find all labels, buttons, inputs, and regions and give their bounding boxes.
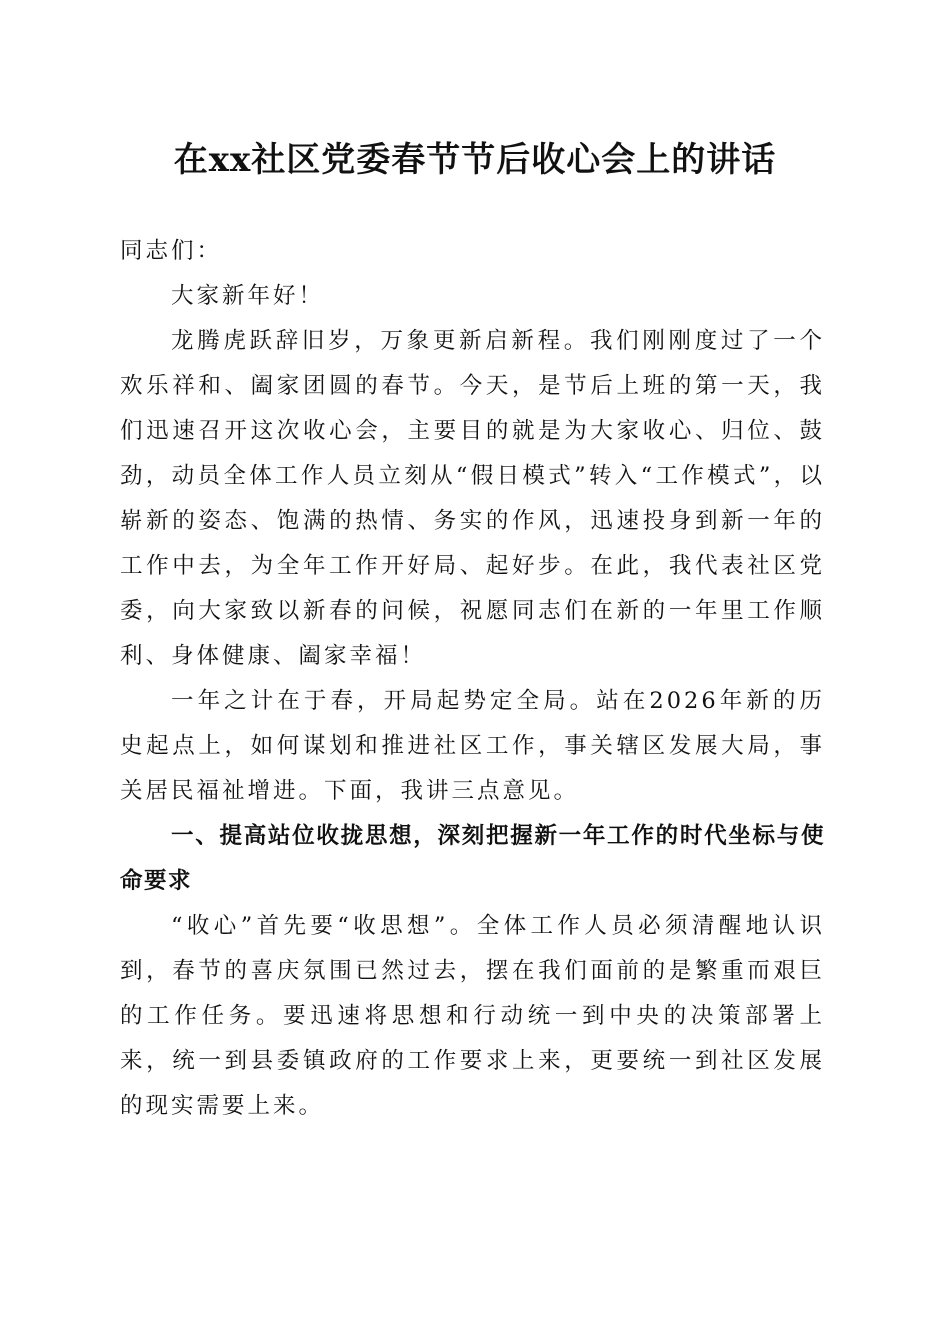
document-body — [120, 229, 825, 1129]
section-heading: 一、提高站位收拢思想，深刻把握新一年工作的时代坐标与使命要求 — [120, 823, 825, 894]
document-title: 在xx社区党委春节节后收心会上的讲话 — [173, 140, 777, 180]
opening-paragraph: 龙腾虎跃辞旧岁，万象更新启新程。我们刚刚度过了一个欢乐祥和、阖家团圆的春节。今天，是节后上班的第一天，我们迅速召开这次收心会，主要目的就是为大家收心、归位、鼓劲，动员全体工作人员立刻从“假日模式”转入“工作模式”，以崭新的姿态、饱满的热情、务实的作风，迅速投身到新一年的工作中去，为全年工作开好局、起好步。在此，我代表社区党委，向大家致以新春的问候，祝愿同志们在新的一年里工作顺利、身体健康、阖家幸福！ — [120, 328, 825, 669]
greeting-paragraph: 大家新年好！ — [171, 283, 325, 309]
salutation: 同志们： — [120, 238, 223, 264]
intro-paragraph: 一年之计在于春，开局起势定全局。站在2026年新的历史起点上，如何谋划和推进社区工作，事关辖区发展大局，事关居民福祉增进。下面，我讲三点意见。 — [120, 688, 825, 804]
section-paragraph: “收心”首先要“收思想”。全体工作人员必须清醒地认识到，春节的喜庆氛围已然过去，摆在我们面前的是繁重而艰巨的工作任务。要迅速将思想和行动统一到中央的决策部署上来，统一到县委镇政府的工作要求上来，更要统一到社区发展的现实需要上来。 — [120, 913, 825, 1119]
